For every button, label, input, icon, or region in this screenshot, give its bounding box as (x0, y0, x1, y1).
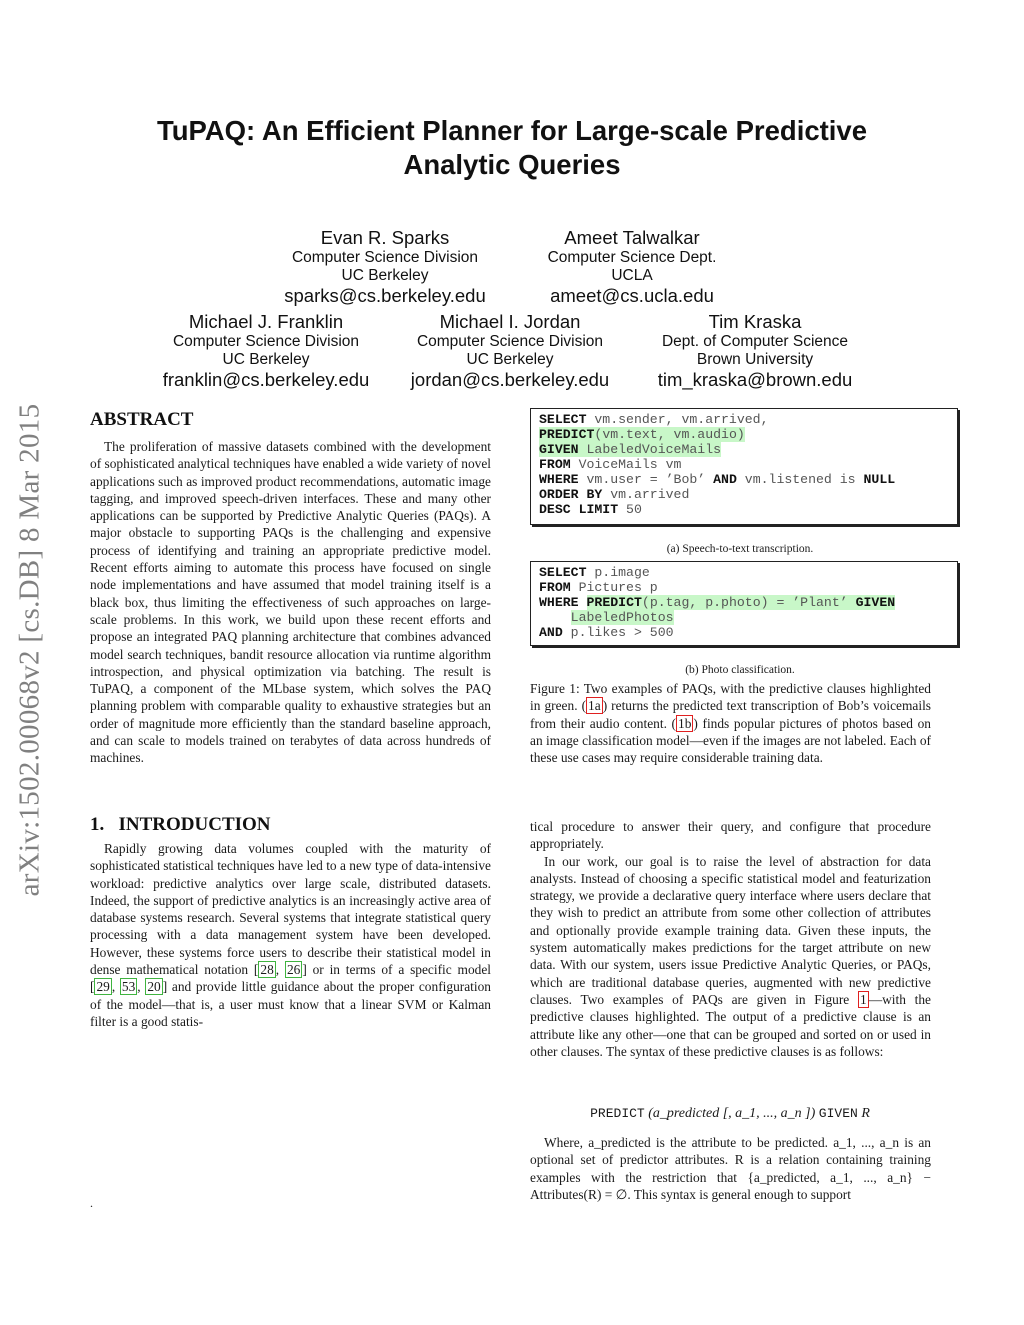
code-a-line (539, 472, 957, 487)
abstract-heading: ABSTRACT (90, 409, 194, 430)
sql-text: LabeledPhotos (570, 610, 674, 625)
citation-link[interactable]: 29 (96, 979, 110, 995)
author-affiliation: Computer Science Division (416, 333, 604, 350)
sql-keyword: NULL (863, 472, 896, 487)
author-email: ameet@cs.ucla.edu (550, 285, 714, 306)
author-institution: Brown University (696, 351, 814, 368)
sql-keyword: PREDICT (539, 427, 595, 442)
sql-text: p.image (586, 565, 650, 580)
figure-ref-link[interactable]: 1a (588, 698, 601, 714)
sql-keyword: FROM (539, 457, 571, 472)
author-institution: UC Berkeley (341, 267, 429, 284)
code-b-line (539, 595, 957, 610)
sql-keyword: PREDICT (586, 595, 642, 610)
sql-keyword: FROM (539, 580, 571, 595)
code-b-line (539, 610, 957, 625)
paragraph: tical procedure to answer their query, and configure that procedure appropriately. (530, 819, 931, 852)
paragraph: Where, a_predicted is the attribute to be predicted. a_1, ..., a_n is an optional set of predictor attributes. R is a relation containing training examples with the restriction that {a_predicted, a_1, ..., a_n} − Attributes(R) = ∅. This syntax is general enough to support (530, 1135, 931, 1202)
code-a-line (539, 502, 957, 517)
sql-keyword: SELECT (539, 412, 587, 427)
author-institution: UC Berkeley (222, 351, 310, 368)
author-name: Evan R. Sparks (320, 227, 450, 248)
introduction-paragraph: Rapidly growing data volumes coupled with the maturity of sophisticated statistical techniques have led to a new type of data-intensive workload: predictive analytics over large scale, distributed datasets. Indeed, the support of predictive analytics is an increasingly active area of database systems research. Several systems that integrate statistical query processing with a data management system have been developed. However, these systems force users to describe their statistical model in dense mathematical notation [ 28 , 26 ] or in terms of a specific model [ 29 , 53 , 20 ] and provide little guidance about the proper configuration of the model—that is, a user must know that a linear SVM or Kalman filter is a good statis- (90, 841, 491, 1029)
citation-link[interactable]: 20 (147, 979, 161, 995)
author-institution: UC Berkeley (466, 351, 554, 368)
code-b-line (539, 625, 957, 640)
footer-mark: . (90, 1196, 93, 1210)
arxiv-sidebar (0, 340, 60, 960)
code-b-line (539, 565, 957, 580)
author-block (517, 227, 747, 307)
subfigure-caption-b: (b) Photo classification. (685, 664, 795, 676)
author-name: Michael J. Franklin (188, 311, 344, 332)
paper-title: TuPAQ: An Efficient Planner for Large-scale Predictive Analytic Queries (156, 115, 868, 180)
sql-keyword: GIVEN (539, 442, 579, 457)
author-affiliation: Computer Science Division (291, 249, 479, 266)
sql-text: vm.sender, vm.arrived, (586, 412, 769, 427)
author-email: jordan@cs.berkeley.edu (410, 369, 610, 390)
sql-keyword: AND (713, 472, 737, 487)
sql-text: p.likes > 500 (562, 625, 674, 640)
sql-keyword: GIVEN (855, 595, 896, 610)
sql-text: vm.user = ’Bob’ (578, 472, 714, 487)
author-email: sparks@cs.berkeley.edu (284, 285, 486, 306)
code-listing-photo (530, 561, 958, 646)
author-block (270, 227, 500, 307)
author-name: Tim Kraska (708, 311, 802, 332)
code-a-line (539, 487, 957, 502)
sql-keyword: SELECT (539, 565, 587, 580)
sql-text: 50 (618, 502, 642, 517)
introduction-heading: 1. INTRODUCTION (90, 814, 271, 835)
arxiv-identifier: arXiv:1502.00068v2 [cs.DB] 8 Mar 2015 (13, 403, 46, 897)
author-block (150, 311, 382, 391)
author-email: tim_kraska@brown.edu (657, 369, 853, 390)
author-block (638, 311, 872, 391)
sql-text: (vm.text, vm.audio) (594, 427, 745, 442)
paragraph: In our work, our goal is to raise the level of abstraction for data analysts. Instead of choosing a specific statistical model and featurization strategy, we provide a declarative query interface where users declare that they wish to predict an attribute from some other collection of attributes and optionally provide example training data. Given these inputs, the system automatically makes predictions for the target attribute on new data. With our system, users issue Predictive Analytic Queries, or PAQs, which are traditional database queries, augmented with new predictive clauses. Two examples of PAQs are given in Figure 1 —with the predictive clauses highlighted. The output of a predictive clause is an attribute like any other—one that can be grouped and sorted on or used in other clauses. The syntax of these predictive clauses is as follows: (530, 853, 931, 1059)
citation-link[interactable]: 53 (121, 979, 136, 995)
code-a-line (539, 412, 957, 427)
sql-keyword: WHERE (539, 472, 579, 487)
code-a-line (539, 457, 957, 472)
sql-text: vm.listened is (736, 472, 864, 487)
sql-text (579, 595, 587, 610)
abstract-text: The proliferation of massive datasets combined with the development of sophisticated analytical techniques have enabled a wide variety of novel applications such as improved product recommendations, automatic image tagging, and improved speech-driven interfaces. These and many other applications can be supported by Predictive Analytic Queries (PAQs). A major obstacle to supporting PAQs is the challenging and expensive process of identifying and training an appropriate predictive model. Recent efforts aiming to automate this process have focused on single node implementations and have assumed that model training itself is a black box, thus limiting the effectiveness of such approaches on large-scale problems. In this work, we build upon these recent efforts and propose an integrated PAQ planning architecture that combines advanced model search techniques, bandit resource allocation via runtime algorithm introspection, and physical optimization via batching. The result is TuPAQ, a component of the MLbase system, which solves the PAQ planning problem with comparable quality to exhaustive strategies but an order of magnitude more efficiently than the standard baseline approach, and can scale to models trained on terabytes of data across hundreds of machines. (90, 439, 491, 766)
figure-ref-link[interactable]: 1b (678, 715, 692, 731)
sql-keyword: DESC LIMIT (539, 502, 619, 517)
sql-text: vm.arrived (602, 487, 690, 502)
subfigure-caption-a: (a) Speech-to-text transcription. (666, 543, 814, 555)
citation-link[interactable]: 26 (286, 962, 301, 978)
citation-link[interactable]: 28 (260, 962, 274, 978)
author-name: Michael I. Jordan (439, 311, 581, 332)
sql-keyword: AND (539, 625, 563, 640)
author-name: Ameet Talwalkar (564, 227, 700, 248)
author-email: franklin@cs.berkeley.edu (162, 369, 370, 390)
sql-text (539, 610, 571, 625)
sql-text: Pictures p (570, 580, 658, 595)
sql-text: (p.tag, p.photo) = ’Plant’ (641, 595, 856, 610)
author-affiliation: Computer Science Dept. (547, 249, 717, 266)
code-listing-speech (530, 408, 958, 525)
right-column-text (530, 818, 931, 1060)
code-a-line (539, 442, 957, 457)
author-block (394, 311, 626, 391)
sql-keyword: ORDER BY (539, 487, 603, 502)
code-a-line (539, 427, 957, 442)
author-affiliation: Dept. of Computer Science (661, 333, 849, 350)
sql-text: VoiceMails vm (570, 457, 682, 472)
author-institution: UCLA (611, 267, 653, 284)
author-affiliation: Computer Science Division (172, 333, 360, 350)
sql-text: LabeledVoiceMails (578, 442, 722, 457)
code-b-line (539, 580, 957, 595)
figure-caption: Figure 1: Two examples of PAQs, with the predictive clauses highlighted in green. ( 1a ) returns the predicted text transcription of Bob’s voicemails from their audio content. ( 1b ) finds popular pictures of photos based on an image classification model—even if the images are not labeled. Each of these use cases may require considerable training data. (530, 681, 931, 766)
sql-keyword: WHERE (539, 595, 579, 610)
figure-ref-link[interactable]: 1 (860, 991, 867, 1007)
predict-syntax-formula: PREDICT (a_predicted [, a_1, ..., a_n ]) GIVEN R (590, 1106, 870, 1121)
